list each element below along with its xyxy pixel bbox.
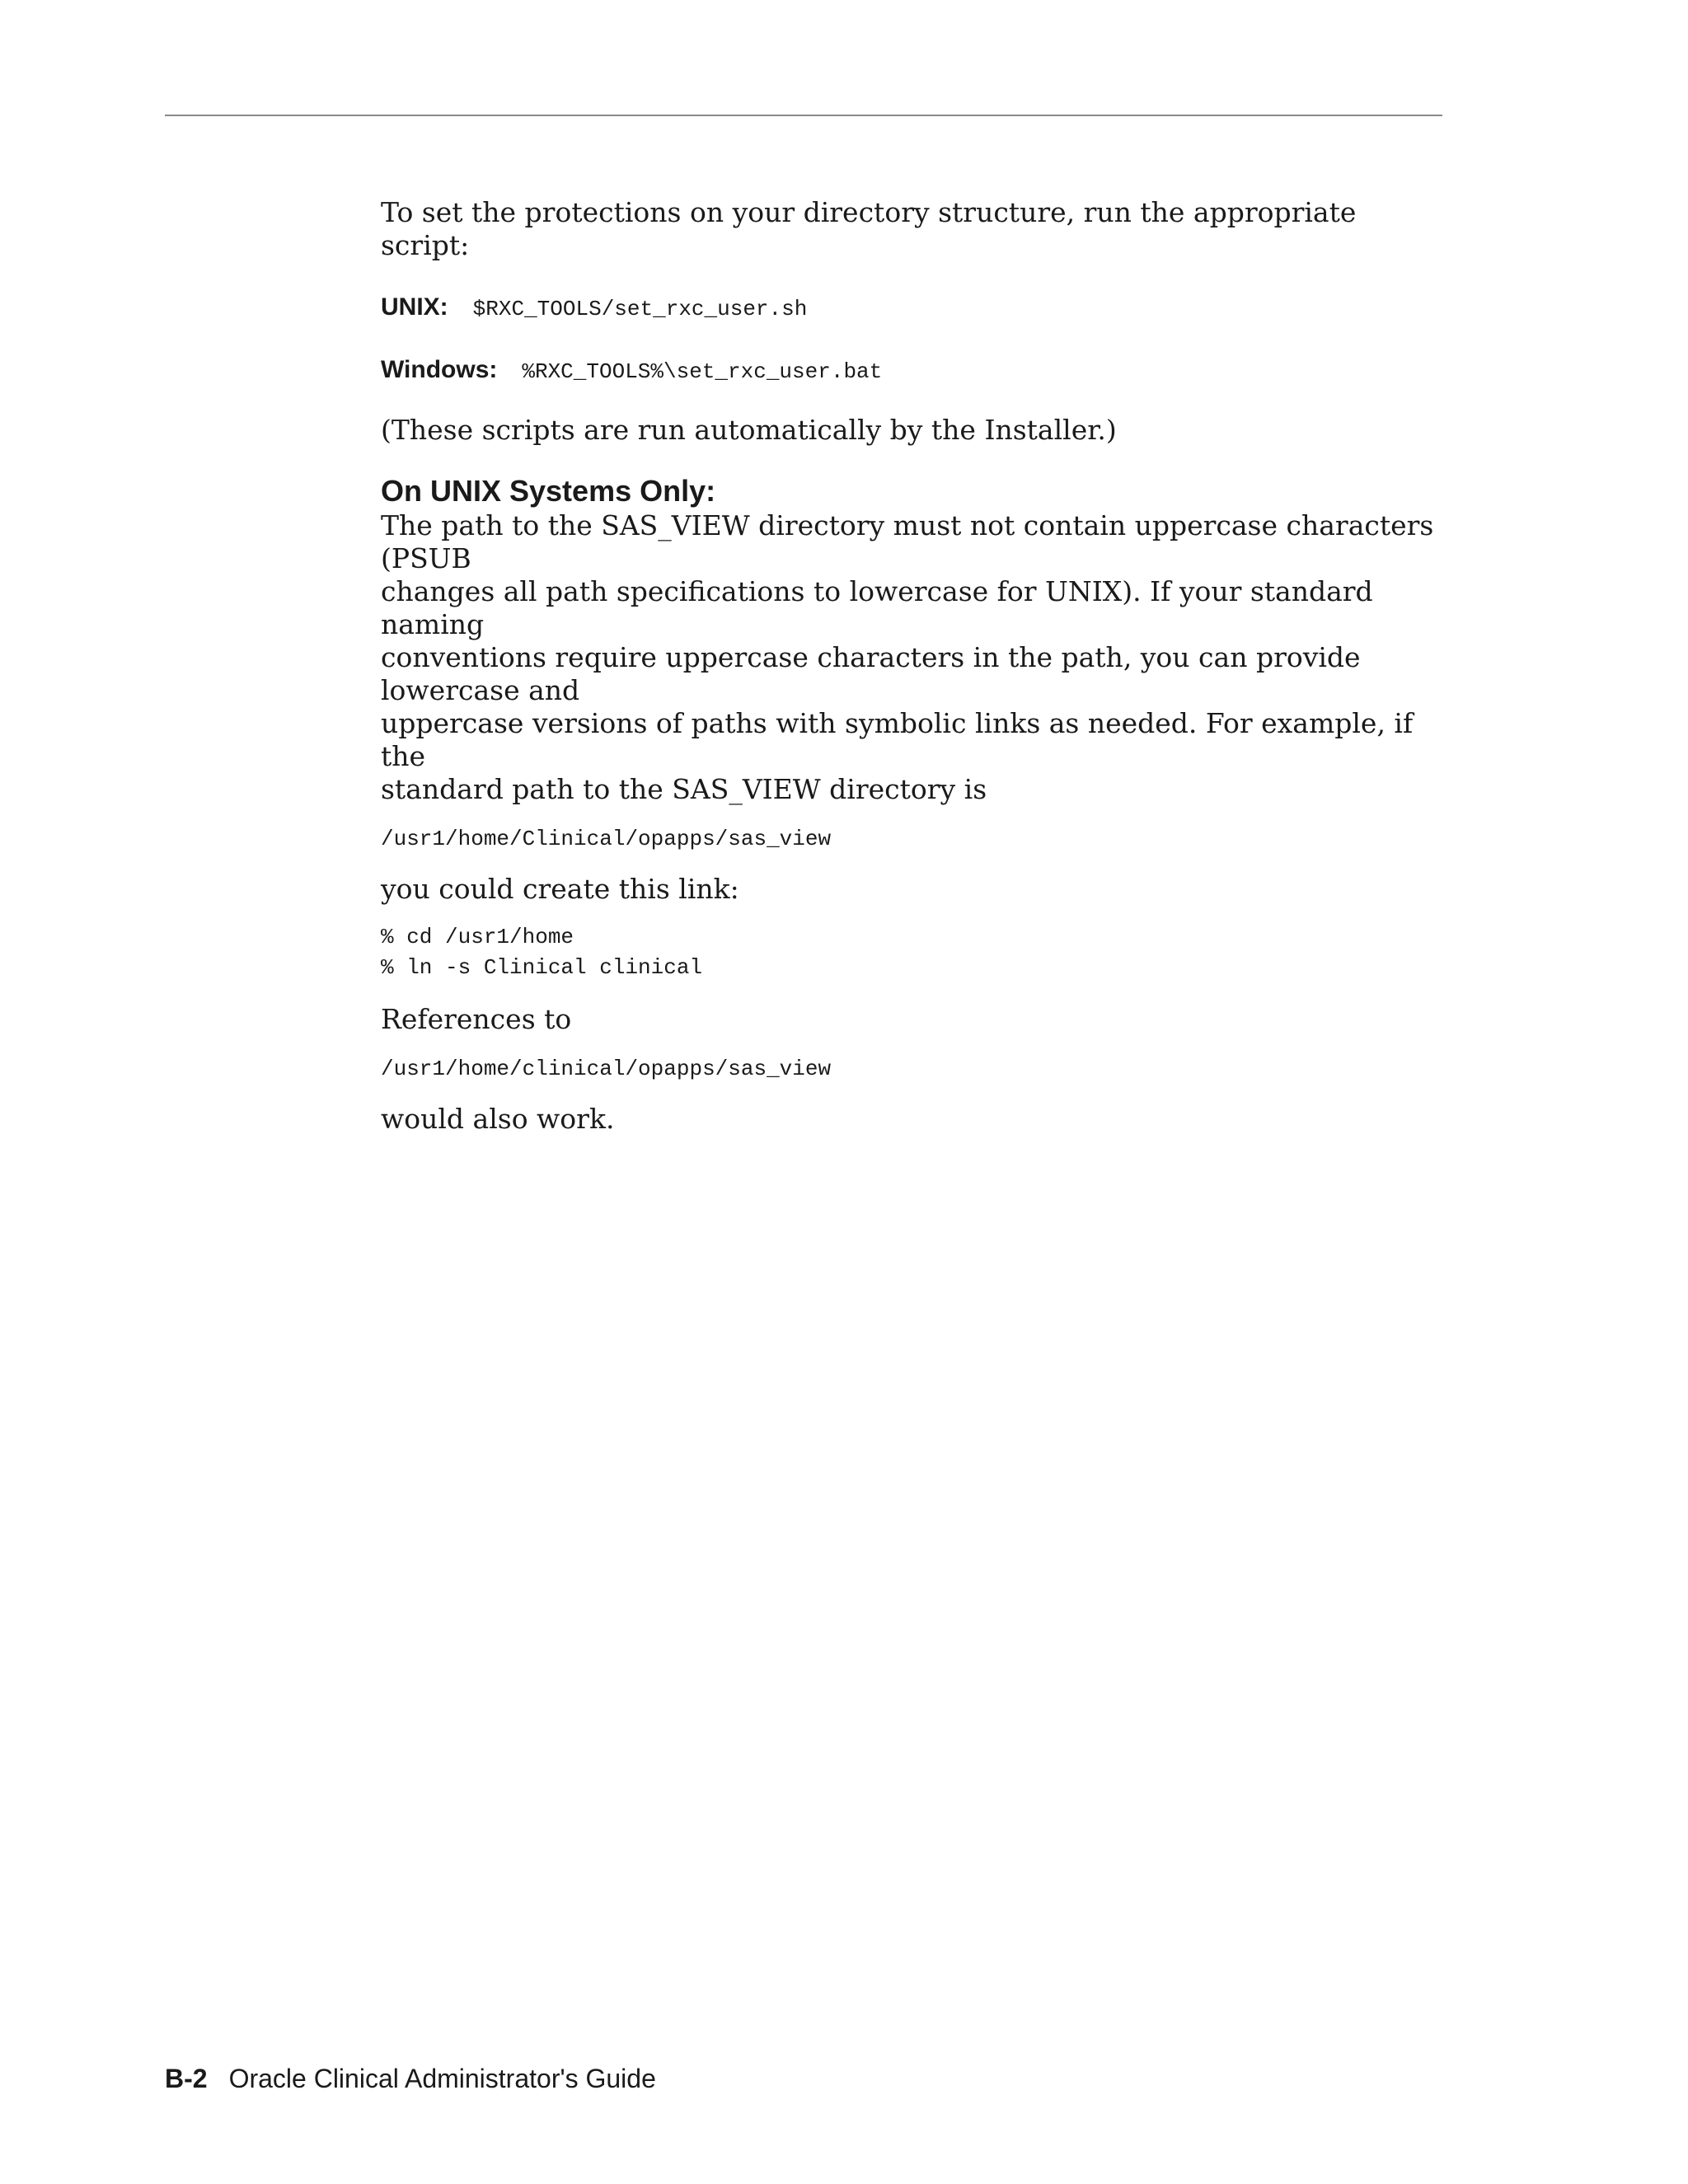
header-rule <box>165 115 1442 116</box>
page-number: B-2 <box>165 2064 208 2093</box>
path-lowercase: /usr1/home/clinical/opapps/sas_view <box>381 1057 832 1081</box>
unix-label: UNIX: <box>381 293 448 321</box>
paragraph-line: The path to the SAS_VIEW directory must not contain uppercase characters (PSUB <box>381 509 1434 574</box>
command-line: % cd /usr1/home <box>381 925 574 949</box>
link-commands <box>381 922 1452 983</box>
paragraph-line: standard path to the SAS_VIEW directory is <box>381 773 987 805</box>
unix-paragraph <box>381 509 1452 806</box>
windows-script-line <box>381 356 1452 387</box>
windows-label: Windows: <box>381 356 498 383</box>
unix-script-command: $RXC_TOOLS/set_rxc_user.sh <box>472 297 808 321</box>
closing-text: would also work. <box>381 1103 615 1135</box>
unix-script-line <box>381 293 1452 325</box>
book-title: Oracle Clinical Administrator's Guide <box>228 2064 656 2093</box>
paragraph-line: uppercase versions of paths with symbolic links as needed. For example, if the <box>381 707 1414 772</box>
references-intro-text: References to <box>381 1003 572 1035</box>
link-intro-text: you could create this link: <box>381 873 739 905</box>
page-body <box>381 196 1452 1136</box>
unix-section-heading: On UNIX Systems Only: <box>381 474 716 508</box>
intro-text: To set the protections on your directory structure, run the appropriate script: <box>381 196 1357 261</box>
installer-note: (These scripts are run automatically by the Installer.) <box>381 414 1117 446</box>
paragraph-line: changes all path specifications to lowercase for UNIX). If your standard naming <box>381 575 1373 640</box>
path-uppercase: /usr1/home/Clinical/opapps/sas_view <box>381 827 832 851</box>
windows-script-command: %RXC_TOOLS%\set_rxc_user.bat <box>522 359 883 384</box>
command-line: % ln -s Clinical clinical <box>381 955 703 980</box>
page-footer <box>165 2062 656 2095</box>
paragraph-line: conventions require uppercase characters in the path, you can provide lowercase and <box>381 641 1361 706</box>
